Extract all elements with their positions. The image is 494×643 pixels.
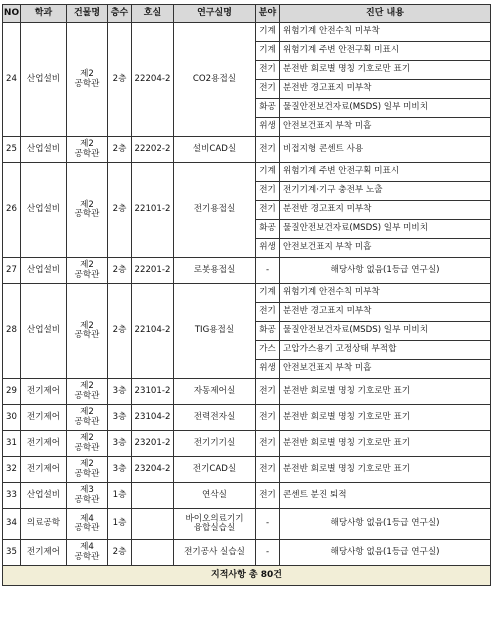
row-content: 안전보건표지 부착 미흡 <box>280 239 491 258</box>
row-lab: 전기공사 실습실 <box>174 540 256 566</box>
row-no: 24 <box>3 23 21 137</box>
row-building: 제2 공학관 <box>67 284 108 379</box>
row-room: 23201-2 <box>132 431 174 457</box>
row-floor: 1층 <box>108 483 132 509</box>
row-floor: 2층 <box>108 284 132 379</box>
row-floor: 3층 <box>108 405 132 431</box>
row-no: 35 <box>3 540 21 566</box>
row-field: 기계 <box>256 163 280 182</box>
row-no: 25 <box>3 137 21 163</box>
header-floor: 층수 <box>108 5 132 23</box>
row-dept: 산업설비 <box>21 258 67 284</box>
row-room: 22101-2 <box>132 163 174 258</box>
row-floor: 3층 <box>108 431 132 457</box>
row-content: 비접지형 콘센트 사용 <box>280 137 491 163</box>
row-no: 30 <box>3 405 21 431</box>
row-content: 분전반 경고표지 미부착 <box>280 201 491 220</box>
row-content: 분전반 회로별 명칭 기호로만 표기 <box>280 61 491 80</box>
total-summary: 지적사항 총 80건 <box>3 566 491 586</box>
header-building: 건물명 <box>67 5 108 23</box>
row-content: 고압가스용기 고정상태 부적합 <box>280 341 491 360</box>
table-row <box>3 431 491 457</box>
row-no: 32 <box>3 457 21 483</box>
row-building: 제2 공학관 <box>67 431 108 457</box>
row-field: 가스 <box>256 341 280 360</box>
row-floor: 2층 <box>108 163 132 258</box>
row-dept: 산업설비 <box>21 483 67 509</box>
row-lab: 로봇용접실 <box>174 258 256 284</box>
row-field: 화공 <box>256 99 280 118</box>
row-lab: 전기용접실 <box>174 163 256 258</box>
row-dept: 전기제어 <box>21 540 67 566</box>
row-field: 화공 <box>256 220 280 239</box>
row-content: 안전보건표지 부착 미흡 <box>280 118 491 137</box>
row-building: 제2 공학관 <box>67 457 108 483</box>
row-content: 해당사항 없음(1등급 연구실) <box>280 540 491 566</box>
row-dept: 전기제어 <box>21 431 67 457</box>
row-room <box>132 540 174 566</box>
row-room: 22104-2 <box>132 284 174 379</box>
header-no: NO <box>3 5 21 23</box>
row-building: 제2 공학관 <box>67 405 108 431</box>
row-field: 기계 <box>256 23 280 42</box>
row-dept: 산업설비 <box>21 23 67 137</box>
row-content: 분전반 경고표지 미부착 <box>280 303 491 322</box>
row-field: 위생 <box>256 239 280 258</box>
row-building: 제2 공학관 <box>67 163 108 258</box>
row-no: 28 <box>3 284 21 379</box>
row-content: 물질안전보건자료(MSDS) 일부 미비치 <box>280 99 491 118</box>
row-content: 콘센트 분진 퇴적 <box>280 483 491 509</box>
row-room: 22204-2 <box>132 23 174 137</box>
row-field: 위생 <box>256 118 280 137</box>
table-row <box>3 509 491 540</box>
table-row <box>3 23 491 42</box>
row-dept: 산업설비 <box>21 163 67 258</box>
row-room: 22201-2 <box>132 258 174 284</box>
row-building: 제2 공학관 <box>67 23 108 137</box>
row-building: 제4 공학관 <box>67 540 108 566</box>
row-lab: 바이오의료기기 융합실습실 <box>174 509 256 540</box>
row-field: - <box>256 258 280 284</box>
row-content: 위험기계 주변 안전구획 미표시 <box>280 42 491 61</box>
row-content: 해당사항 없음(1등급 연구실) <box>280 509 491 540</box>
row-building: 제2 공학관 <box>67 137 108 163</box>
row-field: 전기 <box>256 201 280 220</box>
header-lab: 연구실명 <box>174 5 256 23</box>
row-content: 위험기계 안전수칙 미부착 <box>280 284 491 303</box>
row-content: 위험기계 주변 안전구획 미표시 <box>280 163 491 182</box>
row-no: 29 <box>3 379 21 405</box>
row-field: 기계 <box>256 284 280 303</box>
table-row <box>3 457 491 483</box>
row-lab: 전력전자실 <box>174 405 256 431</box>
table-row <box>3 163 491 182</box>
table-row <box>3 258 491 284</box>
row-field: 전기 <box>256 431 280 457</box>
row-dept: 전기제어 <box>21 379 67 405</box>
row-field: 기계 <box>256 42 280 61</box>
row-field: 전기 <box>256 405 280 431</box>
row-lab: 자동제어실 <box>174 379 256 405</box>
total-row <box>3 566 491 586</box>
row-dept: 전기제어 <box>21 457 67 483</box>
table-body <box>3 23 491 566</box>
inspection-table-container <box>2 4 490 586</box>
row-content: 물질안전보건자료(MSDS) 일부 미비치 <box>280 220 491 239</box>
row-building: 제2 공학관 <box>67 379 108 405</box>
row-field: 전기 <box>256 137 280 163</box>
inspection-table <box>2 4 491 586</box>
row-content: 안전보건표지 부착 미흡 <box>280 360 491 379</box>
row-content: 분전반 회로별 명칭 기호로만 표기 <box>280 431 491 457</box>
row-content: 분전반 회로별 명칭 기호로만 표기 <box>280 457 491 483</box>
row-building: 제4 공학관 <box>67 509 108 540</box>
row-no: 33 <box>3 483 21 509</box>
row-no: 26 <box>3 163 21 258</box>
row-field: 위생 <box>256 360 280 379</box>
row-floor: 2층 <box>108 258 132 284</box>
row-field: - <box>256 540 280 566</box>
header-content: 진단 내용 <box>280 5 491 23</box>
row-room: 23101-2 <box>132 379 174 405</box>
row-field: 전기 <box>256 483 280 509</box>
row-floor: 3층 <box>108 457 132 483</box>
header-room: 호실 <box>132 5 174 23</box>
row-field: 전기 <box>256 303 280 322</box>
row-room: 22202-2 <box>132 137 174 163</box>
row-room <box>132 509 174 540</box>
row-lab: 전기CAD실 <box>174 457 256 483</box>
row-lab: 전기기기실 <box>174 431 256 457</box>
row-room <box>132 483 174 509</box>
row-field: 전기 <box>256 457 280 483</box>
row-lab: 연삭실 <box>174 483 256 509</box>
row-content: 분전반 회로별 명칭 기호로만 표기 <box>280 405 491 431</box>
row-lab: 설비CAD실 <box>174 137 256 163</box>
row-floor: 2층 <box>108 540 132 566</box>
row-field: 전기 <box>256 80 280 99</box>
row-floor: 1층 <box>108 509 132 540</box>
header-dept: 학과 <box>21 5 67 23</box>
table-row <box>3 137 491 163</box>
header-field: 분야 <box>256 5 280 23</box>
table-row <box>3 540 491 566</box>
table-row <box>3 379 491 405</box>
row-content: 물질안전보건자료(MSDS) 일부 미비치 <box>280 322 491 341</box>
row-field: - <box>256 509 280 540</box>
row-no: 27 <box>3 258 21 284</box>
row-floor: 2층 <box>108 23 132 137</box>
header-row <box>3 5 491 23</box>
row-dept: 산업설비 <box>21 284 67 379</box>
table-row <box>3 405 491 431</box>
row-lab: CO2용접실 <box>174 23 256 137</box>
row-floor: 3층 <box>108 379 132 405</box>
row-room: 23104-2 <box>132 405 174 431</box>
row-no: 31 <box>3 431 21 457</box>
row-content: 해당사항 없음(1등급 연구실) <box>280 258 491 284</box>
row-field: 전기 <box>256 182 280 201</box>
row-field: 전기 <box>256 61 280 80</box>
row-lab: TIG용접실 <box>174 284 256 379</box>
row-field: 화공 <box>256 322 280 341</box>
row-dept: 산업설비 <box>21 137 67 163</box>
row-dept: 의료공학 <box>21 509 67 540</box>
row-content: 분전반 경고표지 미부착 <box>280 80 491 99</box>
row-field: 전기 <box>256 379 280 405</box>
row-content: 분전반 회로별 명칭 기호로만 표기 <box>280 379 491 405</box>
table-row <box>3 284 491 303</box>
row-room: 23204-2 <box>132 457 174 483</box>
row-content: 위험기계 안전수칙 미부착 <box>280 23 491 42</box>
row-dept: 전기제어 <box>21 405 67 431</box>
row-content: 전기기계·기구 충전부 노출 <box>280 182 491 201</box>
table-row <box>3 483 491 509</box>
row-building: 제2 공학관 <box>67 258 108 284</box>
row-building: 제3 공학관 <box>67 483 108 509</box>
row-floor: 2층 <box>108 137 132 163</box>
row-no: 34 <box>3 509 21 540</box>
